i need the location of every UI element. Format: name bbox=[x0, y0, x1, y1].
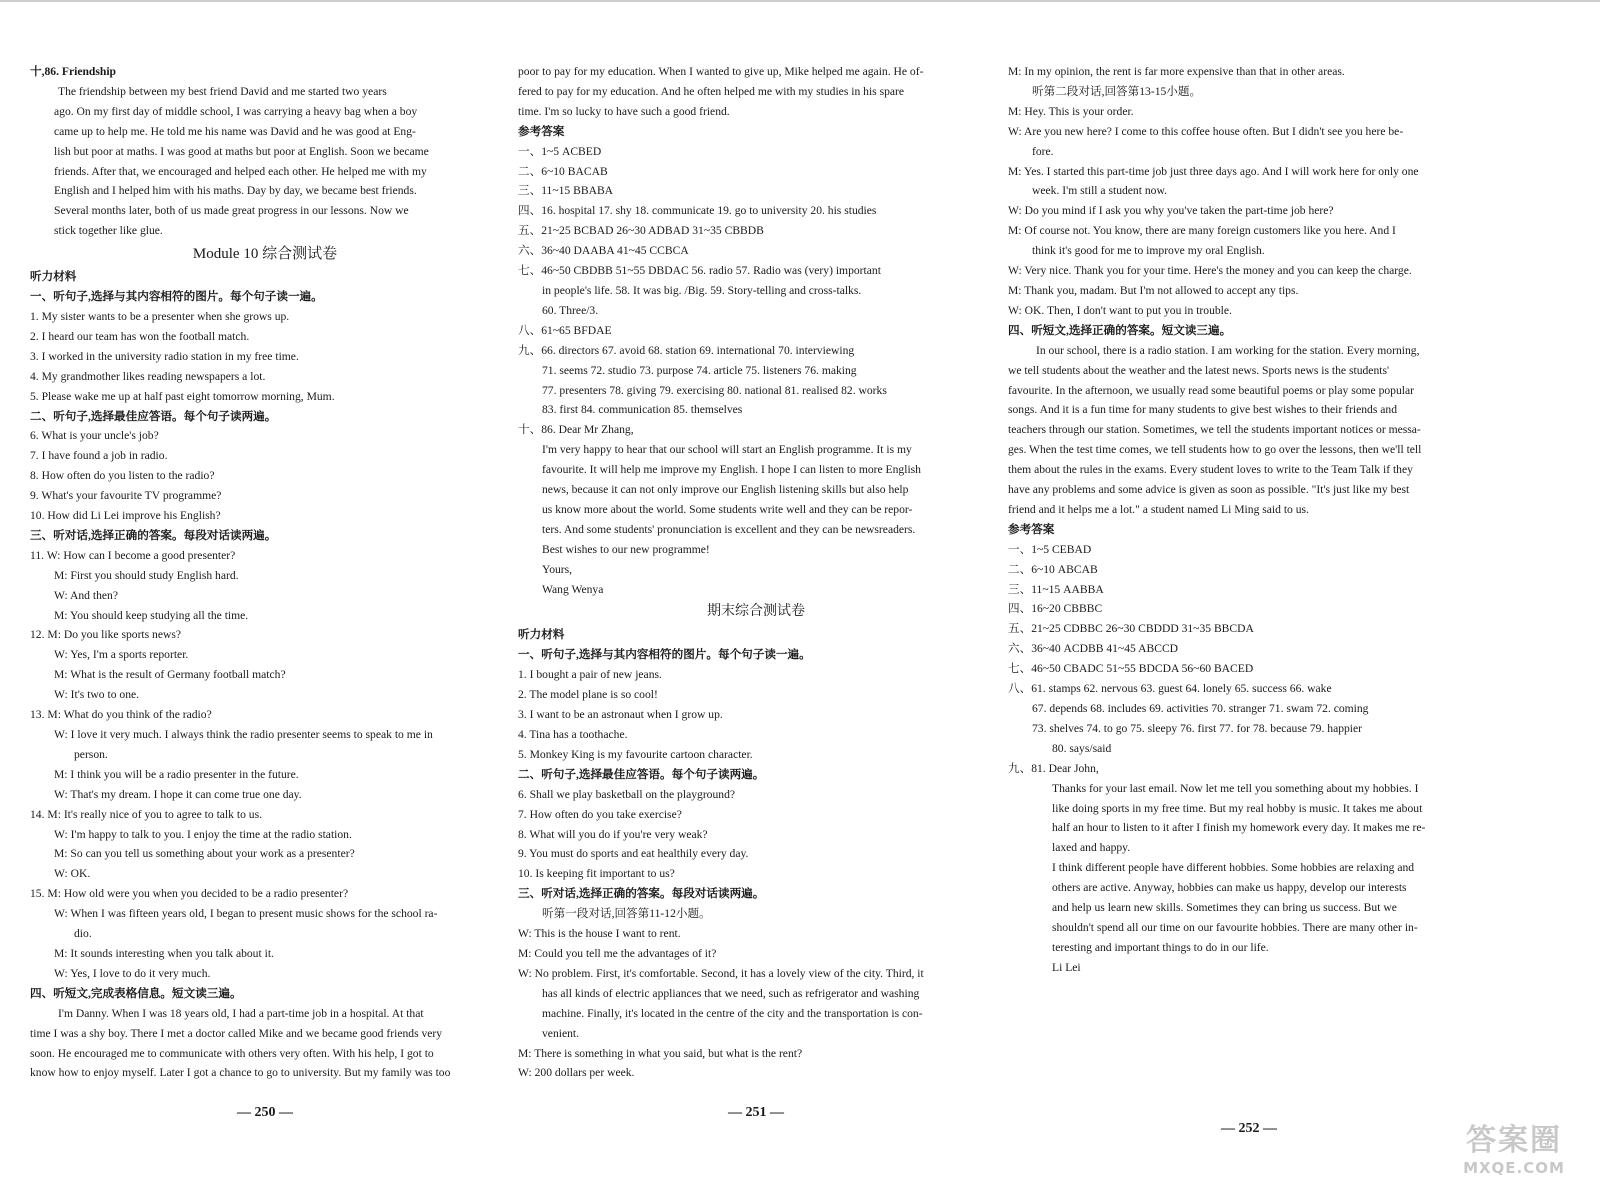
text-line: M: First you should study English hard. bbox=[54, 568, 239, 582]
text-line: 11. W: How can I become a good presenter? bbox=[30, 548, 236, 562]
text-line: 二、6~10 ABCAB bbox=[1008, 562, 1098, 576]
text-line: 6. What is your uncle's job? bbox=[30, 429, 159, 443]
text-line: in people's life. 58. It was big. /Big. 59. Story-telling and cross-talks. bbox=[542, 283, 862, 297]
text-line: I'm very happy to hear that our school will start an English programme. It is my bbox=[542, 443, 912, 457]
watermark-logo bbox=[1444, 1115, 1584, 1179]
text-line: 参考答案 bbox=[518, 124, 565, 138]
page-250 bbox=[30, 0, 500, 1189]
text-line: W: No problem. First, it's comfortable. Second, it has a lovely view of the city. Third, it bbox=[518, 966, 924, 980]
text-line: time I was a shy boy. There I met a doctor called Mike and we became good friends very bbox=[30, 1026, 443, 1040]
text-line: 参考答案 bbox=[1008, 522, 1055, 536]
text-line: W: Yes, I'm a sports reporter. bbox=[54, 648, 189, 662]
text-line: M: Of course not. You know, there are many foreign customers like you here. And I bbox=[1008, 224, 1396, 238]
watermark-text: 答案圈 bbox=[1466, 1123, 1562, 1158]
text-line: 67. depends 68. includes 69. activities 70. stranger 71. swam 72. coming bbox=[1032, 702, 1369, 715]
text-line: 一、听句子,选择与其内容相符的图片。每个句子读一遍。 bbox=[518, 648, 811, 662]
text-line: 二、听句子,选择最佳应答语。每个句子读两遍。 bbox=[30, 409, 277, 423]
text-line: have any problems and some advice is given as soon as possible. "It's just like my best bbox=[1008, 483, 1410, 497]
text-line: 15. M: How old were you when you decided to be a radio presenter? bbox=[30, 887, 349, 901]
text-line: news, because it can not only improve our English listening skills but also help bbox=[542, 483, 909, 497]
text-line: 四、听短文,完成表格信息。短文读三遍。 bbox=[30, 986, 242, 1000]
text-line: Several months later, both of us made great progress in our lessons. Now we bbox=[54, 204, 409, 218]
text-line: came up to help me. He told me his name was David and he was good at Eng- bbox=[54, 124, 416, 138]
text-line: 二、6~10 BACAB bbox=[518, 164, 608, 178]
text-line: dio. bbox=[74, 927, 92, 941]
text-line: 7. I have found a job in radio. bbox=[30, 449, 168, 463]
text-line: 9. What's your favourite TV programme? bbox=[30, 489, 222, 503]
text-line: person. bbox=[74, 747, 108, 761]
text-line: 期末综合测试卷 bbox=[707, 604, 805, 620]
text-line: fore. bbox=[1032, 144, 1054, 158]
text-line: 71. seems 72. studio 73. purpose 74. article 75. listeners 76. making bbox=[542, 363, 857, 377]
text-line: 5. Please wake me up at half past eight tomorrow morning, Mum. bbox=[30, 389, 335, 403]
text-line: half an hour to listen to it after I finish my homework every day. It makes me re- bbox=[1052, 821, 1426, 835]
text-line: 一、1~5 CEBAD bbox=[1008, 542, 1092, 556]
text-line: 三、听对话,选择正确的答案。每段对话读两遍。 bbox=[30, 528, 277, 542]
text-line: 8. How often do you listen to the radio? bbox=[30, 469, 215, 483]
text-line: W: This is the house I want to rent. bbox=[518, 927, 681, 941]
text-line: favourite. In the afternoon, we usually read some beautiful poems or play some popular bbox=[1008, 383, 1414, 397]
page-body bbox=[518, 62, 994, 1083]
text-line: 3. I worked in the university radio station in my free time. bbox=[30, 349, 299, 363]
text-line: I'm Danny. When I was 18 years old, I had a part-time job in a hospital. At that bbox=[58, 1006, 424, 1020]
text-line: 四、16~20 CBBBC bbox=[1008, 602, 1103, 616]
text-line: 三、听对话,选择正确的答案。每段对话读两遍。 bbox=[518, 887, 765, 901]
text-line: 五、21~25 BCBAD 26~30 ADBAD 31~35 CBBDB bbox=[518, 224, 764, 238]
text-line: has all kinds of electric appliances that we need, such as refrigerator and washing bbox=[542, 986, 920, 1000]
text-line: M: Hey. This is your order. bbox=[1008, 104, 1134, 118]
text-line: 听力材料 bbox=[518, 628, 565, 642]
text-line: ago. On my first day of middle school, I was carrying a heavy bag when a boy bbox=[54, 104, 418, 118]
text-line: W: OK. bbox=[54, 867, 91, 881]
text-line: M: I think you will be a radio presenter in the future. bbox=[54, 767, 299, 781]
text-line: 七、46~50 CBDBB 51~55 DBDAC 56. radio 57. Radio was (very) important bbox=[518, 264, 881, 278]
text-line: W: It's two to one. bbox=[54, 688, 140, 702]
page-number: — 251 — bbox=[728, 1105, 784, 1120]
text-line: teachers through our station. Sometimes, we tell the students important notices or messa- bbox=[1008, 423, 1421, 437]
page-body bbox=[30, 62, 500, 1083]
page-body bbox=[1008, 62, 1490, 978]
text-line: W: I'm happy to talk to you. I enjoy the time at the radio station. bbox=[54, 827, 352, 841]
text-line: 六、36~40 ACDBB 41~45 ABCCD bbox=[1008, 642, 1179, 656]
text-line: teresting and important things to do in our life. bbox=[1052, 940, 1269, 954]
text-line: M: There is something in what you said, but what is the rent? bbox=[518, 1046, 803, 1060]
text-line: 2. I heard our team has won the football match. bbox=[30, 329, 250, 343]
text-line: 4. My grandmother likes reading newspapers a lot. bbox=[30, 369, 266, 383]
text-line: I think different people have different hobbies. Some hobbies are relaxing and bbox=[1052, 861, 1415, 875]
text-line: shouldn't spend all our time on our favourite hobbies. There are many other in- bbox=[1052, 920, 1418, 934]
text-line: 1. My sister wants to be a presenter when she grows up. bbox=[30, 309, 290, 323]
text-line: In our school, there is a radio station. I am working for the station. Every morning, bbox=[1036, 343, 1420, 357]
text-line: 77. presenters 78. giving 79. exercising 80. national 81. realised 82. works bbox=[542, 383, 887, 397]
page-number: — 252 — bbox=[1221, 1121, 1277, 1136]
text-line: W: Are you new here? I come to this coffee house often. But I didn't see you here be- bbox=[1008, 124, 1404, 138]
text-line: W: I love it very much. I always think the radio presenter seems to speak to me in bbox=[54, 728, 433, 741]
text-line: 14. M: It's really nice of you to agree to talk to us. bbox=[30, 807, 262, 821]
text-line: 3. I want to be an astronaut when I grow up. bbox=[518, 708, 723, 722]
text-line: 四、听短文,选择正确的答案。短文读三遍。 bbox=[1008, 323, 1232, 337]
text-line: 听第一段对话,回答第11-12小题。 bbox=[542, 907, 711, 921]
text-line: 83. first 84. communication 85. themselves bbox=[542, 403, 743, 417]
text-line: Li Lei bbox=[1052, 960, 1081, 974]
text-line: M: So can you tell us something about your work as a presenter? bbox=[54, 847, 355, 861]
text-line: we tell students about the weather and the latest news. Sports news is the students' bbox=[1008, 363, 1390, 377]
text-line: 听第二段对话,回答第13-15小题。 bbox=[1032, 84, 1202, 98]
text-line: 五、21~25 CDBBC 26~30 CBDDD 31~35 BBCDA bbox=[1008, 622, 1254, 636]
text-line: 六、36~40 DAABA 41~45 CCBCA bbox=[518, 244, 689, 258]
text-line: poor to pay for my education. When I wanted to give up, Mike helped me again. He of- bbox=[518, 65, 924, 78]
text-line: songs. And it is a fun time for many students to give best wishes to their friends and bbox=[1008, 403, 1397, 417]
text-line: 2. The model plane is so cool! bbox=[518, 688, 658, 702]
text-line: venient. bbox=[542, 1026, 580, 1040]
watermark-url: MXQE.COM bbox=[1463, 1159, 1565, 1177]
text-line: M: Yes. I started this part-time job just three days ago. And I will work here for only one bbox=[1008, 164, 1419, 178]
text-line: Wang Wenya bbox=[542, 582, 604, 596]
text-line: 七、46~50 CBADC 51~55 BDCDA 56~60 BACED bbox=[1008, 662, 1254, 676]
text-line: W: That's my dream. I hope it can come true one day. bbox=[54, 787, 302, 801]
text-line: laxed and happy. bbox=[1052, 841, 1131, 855]
text-line: us know more about the world. Some students write well and they can be repor- bbox=[542, 502, 913, 516]
text-line: M: Could you tell me the advantages of it? bbox=[518, 946, 717, 960]
text-line: Module 10 综合测试卷 bbox=[192, 246, 338, 263]
text-line: M: You should keep studying all the time. bbox=[54, 608, 249, 622]
text-line: them about the rules in the exams. Every student loves to write to the Team Talk if they bbox=[1008, 463, 1413, 477]
text-line: Yours, bbox=[542, 562, 573, 576]
text-line: 10. Is keeping fit important to us? bbox=[518, 867, 675, 881]
text-line: and help us learn new skills. Sometimes they can bring us success. But we bbox=[1052, 901, 1397, 915]
text-line: 十,86. Friendship bbox=[30, 65, 117, 78]
text-line: think it's good for me to improve my oral English. bbox=[1032, 244, 1265, 258]
text-line: ters. And some students' pronunciation is excellent and they can be newsreaders. bbox=[542, 522, 916, 536]
text-line: soon. He encouraged me to communicate with others very often. With his help, I got to bbox=[30, 1046, 434, 1060]
text-line: 一、1~5 ACBED bbox=[518, 144, 602, 158]
text-line: 7. How often do you take exercise? bbox=[518, 807, 682, 821]
text-line: M: In my opinion, the rent is far more expensive than that in other areas. bbox=[1008, 65, 1345, 78]
text-line: The friendship between my best friend David and me started two years bbox=[58, 84, 387, 98]
text-line: W: And then? bbox=[54, 588, 118, 602]
text-line: week. I'm still a student now. bbox=[1032, 184, 1167, 198]
text-line: 八、61. stamps 62. nervous 63. guest 64. lonely 65. success 66. wake bbox=[1008, 682, 1332, 696]
text-line: 三、11~15 BBABA bbox=[518, 184, 614, 198]
text-line: stick together like glue. bbox=[54, 224, 163, 238]
text-line: time. I'm so lucky to have such a good friend. bbox=[518, 104, 730, 118]
text-line: 12. M: Do you like sports news? bbox=[30, 628, 182, 642]
text-line: 8. What will you do if you're very weak? bbox=[518, 827, 708, 841]
text-line: machine. Finally, it's located in the centre of the city and the transportation is con- bbox=[542, 1006, 923, 1020]
text-line: W: Yes, I love to do it very much. bbox=[54, 966, 211, 980]
text-line: fered to pay for my education. And he often helped me with my studies in his spare bbox=[518, 84, 905, 98]
text-line: 9. You must do sports and eat healthily every day. bbox=[518, 847, 749, 861]
text-line: Thanks for your last email. Now let me tell you something about my hobbies. I bbox=[1052, 781, 1419, 795]
page-number: — 250 — bbox=[237, 1105, 293, 1120]
text-line: others are active. Anyway, hobbies can make us happy, develop our interests bbox=[1052, 881, 1407, 895]
text-line: 二、听句子,选择最佳应答语。每个句子读两遍。 bbox=[518, 767, 765, 781]
text-line: W: OK. Then, I don't want to put you in trouble. bbox=[1008, 303, 1232, 317]
text-line: favourite. It will help me improve my English. I hope I can listen to more English bbox=[542, 463, 921, 477]
text-line: lish but poor at maths. I was good at maths but poor at English. Soon we became bbox=[54, 144, 429, 158]
text-line: 八、61~65 BFDAE bbox=[518, 323, 612, 337]
text-line: 6. Shall we play basketball on the playground? bbox=[518, 787, 736, 801]
text-line: W: 200 dollars per week. bbox=[518, 1066, 635, 1080]
text-line: friend and it helps me a lot." a student named Li Ming said to us. bbox=[1008, 502, 1309, 516]
text-line: 1. I bought a pair of new jeans. bbox=[518, 668, 662, 682]
text-line: 5. Monkey King is my favourite cartoon character. bbox=[518, 747, 753, 761]
text-line: W: Do you mind if I ask you why you've taken the part-time job here? bbox=[1008, 204, 1334, 218]
text-line: 一、听句子,选择与其内容相符的图片。每个句子读一遍。 bbox=[30, 290, 323, 304]
page-251 bbox=[518, 0, 994, 1189]
text-line: 73. shelves 74. to go 75. sleepy 76. first 77. for 78. because 79. happier bbox=[1032, 721, 1363, 735]
text-line: like doing sports in my free time. But my real hobby is music. It takes me about bbox=[1052, 801, 1423, 815]
text-line: W: When I was fifteen years old, I began to present music shows for the school ra- bbox=[54, 907, 438, 921]
text-line: 九、66. directors 67. avoid 68. station 69. international 70. interviewing bbox=[518, 343, 855, 357]
text-line: 三、11~15 AABBA bbox=[1008, 582, 1104, 596]
text-line: 60. Three/3. bbox=[542, 303, 599, 317]
text-line: 听力材料 bbox=[30, 270, 77, 284]
text-line: M: What is the result of Germany football match? bbox=[54, 668, 286, 682]
text-line: ges. When the test time comes, we tell students how to go over the lessons, then we'll tell bbox=[1008, 443, 1422, 457]
text-line: 十、86. Dear Mr Zhang, bbox=[518, 423, 634, 437]
text-line: M: It sounds interesting when you talk about it. bbox=[54, 946, 274, 960]
text-line: 九、81. Dear John, bbox=[1008, 761, 1099, 775]
text-line: Best wishes to our new programme! bbox=[542, 542, 710, 556]
text-line: 80. says/said bbox=[1052, 741, 1112, 755]
text-line: 四、16. hospital 17. shy 18. communicate 19. go to university 20. his studies bbox=[518, 204, 877, 218]
text-line: M: Thank you, madam. But I'm not allowed to accept any tips. bbox=[1008, 283, 1299, 297]
text-line: friends. After that, we encouraged and helped each other. He helped me with my bbox=[54, 164, 427, 178]
text-line: know how to enjoy myself. Later I got a chance to go to university. But my family was too bbox=[30, 1066, 451, 1080]
text-line: English and I helped him with his maths. Day by day, we became best friends. bbox=[54, 184, 417, 198]
page-252 bbox=[1008, 0, 1490, 1189]
text-line: 13. M: What do you think of the radio? bbox=[30, 708, 212, 722]
text-line: W: Very nice. Thank you for your time. Here's the money and you can keep the charge. bbox=[1008, 264, 1412, 278]
text-line: 10. How did Li Lei improve his English? bbox=[30, 509, 221, 523]
text-line: 4. Tina has a toothache. bbox=[518, 728, 628, 741]
